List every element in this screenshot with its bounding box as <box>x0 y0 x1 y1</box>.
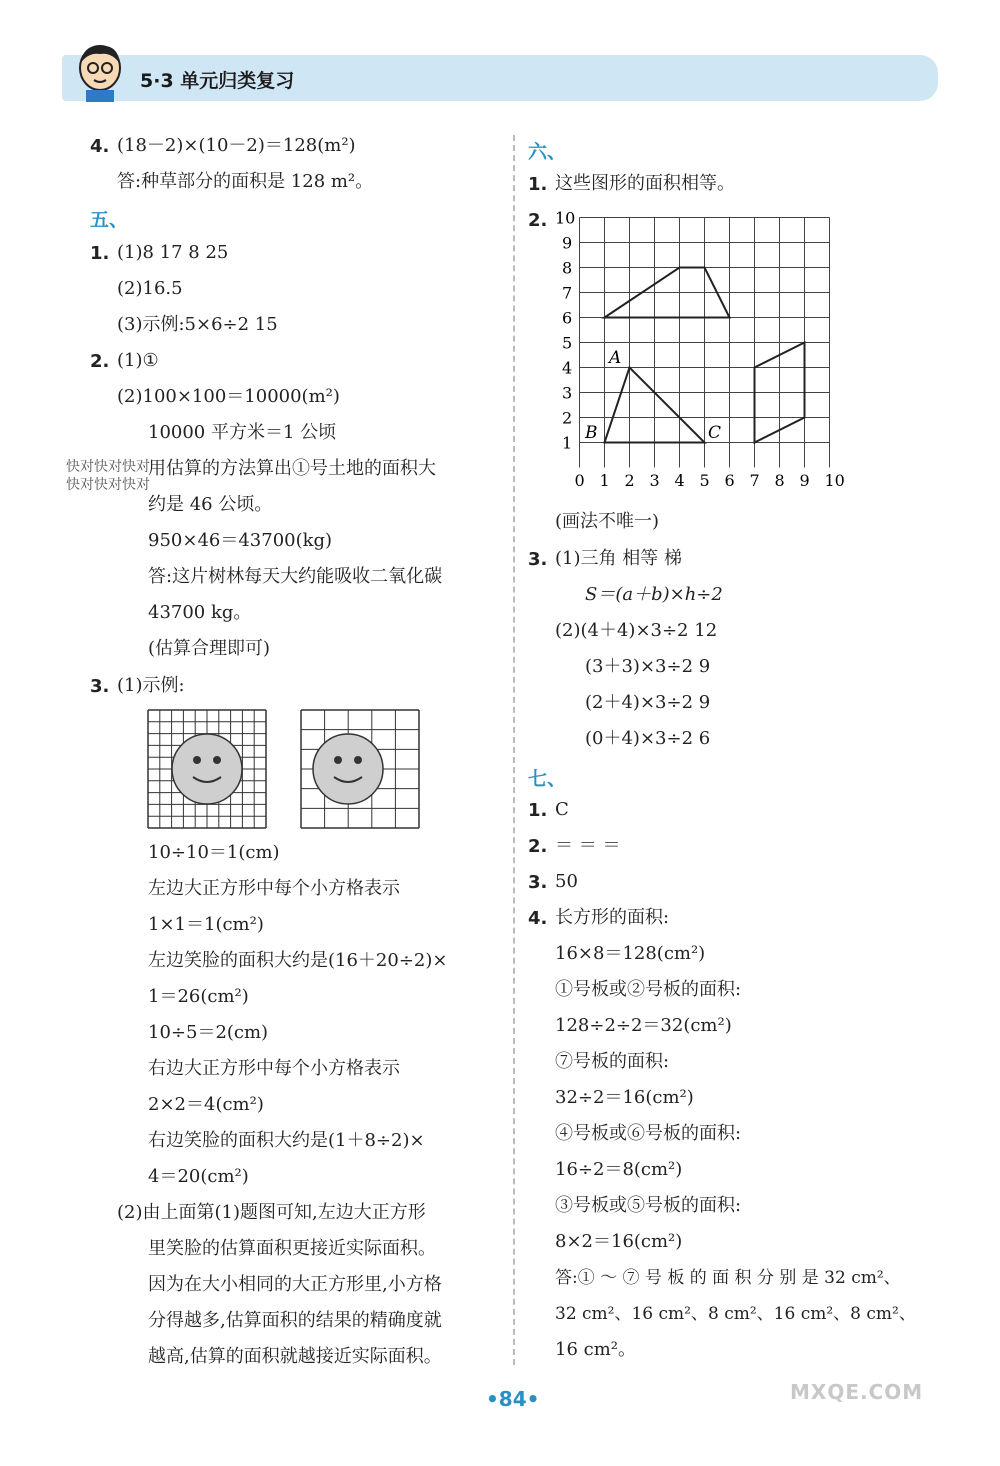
answer-line: ③号板或⑤号板的面积: <box>555 1195 742 1216</box>
answer-line: 这些图形的面积相等。 <box>555 173 735 194</box>
x-tick-label: 9 <box>799 471 810 490</box>
coordinate-grid <box>550 205 850 495</box>
point-label-b: B <box>585 423 598 443</box>
answer-line: ＝ ＝ ＝ <box>555 835 621 856</box>
watermark-logo: MXQE.COM <box>790 1380 924 1404</box>
x-tick-label: 6 <box>724 471 735 490</box>
answer-line: 16÷2＝8(cm²) <box>555 1159 683 1180</box>
answer-line: (画法不唯一) <box>555 511 660 532</box>
question-number: 3. <box>90 676 110 697</box>
smiley-face-icon <box>172 734 242 804</box>
section-heading-5: 五、 <box>90 209 129 231</box>
answer-line: 答:① ～ ⑦ 号 板 的 面 积 分 别 是 32 cm²、 <box>555 1268 901 1288</box>
answer-line: C <box>555 799 569 820</box>
y-tick-label: 2 <box>562 408 573 428</box>
answer-line: 约是 46 公顷。 <box>148 494 273 515</box>
answer-line: 950×46＝43700(kg) <box>148 530 333 551</box>
answer-line: 答:种草部分的面积是 128 m²。 <box>117 171 374 192</box>
answer-line: 8×2＝16(cm²) <box>555 1231 683 1252</box>
formula-line: S＝(a＋b)×h÷2 <box>585 584 723 605</box>
answer-line: 因为在大小相同的大正方形里,小方格 <box>148 1274 442 1295</box>
y-tick-label: 5 <box>562 333 573 353</box>
question-number: 2. <box>528 836 548 857</box>
x-tick-label: 10 <box>824 471 845 490</box>
answer-line: ⑦号板的面积: <box>555 1051 670 1072</box>
x-tick-label: 1 <box>599 471 610 490</box>
answer-line: 4＝20(cm²) <box>148 1166 249 1187</box>
answer-line: 右边笑脸的面积大约是(1＋8÷2)× <box>148 1130 425 1151</box>
section-heading-6: 六、 <box>528 141 567 163</box>
point-label-c: C <box>708 423 722 443</box>
answer-line: 10÷5＝2(cm) <box>148 1022 269 1043</box>
answer-line: 1＝26(cm²) <box>148 986 249 1007</box>
question-number: 4. <box>90 136 110 157</box>
x-tick-label: 0 <box>574 471 585 490</box>
answer-line: (2)由上面第(1)题图可知,左边大正方形 <box>117 1202 426 1223</box>
answer-line: (2)16.5 <box>117 278 183 299</box>
x-tick-label: 2 <box>624 471 635 490</box>
smiley-face-icon <box>313 734 383 804</box>
smiley-grid-right <box>300 709 420 829</box>
answer-line: 分得越多,估算面积的结果的精确度就 <box>148 1310 442 1331</box>
answer-line: 左边大正方形中每个小方格表示 <box>148 878 400 899</box>
answer-line: 32÷2＝16(cm²) <box>555 1087 694 1108</box>
answer-line: ④号板或⑥号板的面积: <box>555 1123 742 1144</box>
question-number: 1. <box>90 243 110 264</box>
header-title: 5·3 单元归类复习 <box>140 70 295 92</box>
answer-line: 右边大正方形中每个小方格表示 <box>148 1058 400 1079</box>
y-tick-label: 3 <box>562 383 573 403</box>
answer-line: (2＋4)×3÷2 9 <box>585 692 711 713</box>
y-tick-label: 6 <box>562 308 573 328</box>
point-label-a: A <box>609 348 622 368</box>
answer-line: (18－2)×(10－2)＝128(m²) <box>117 135 356 156</box>
answer-line: 50 <box>555 871 578 892</box>
answer-line: 128÷2÷2＝32(cm²) <box>555 1015 732 1036</box>
question-number: 1. <box>528 800 548 821</box>
answer-line: (0＋4)×3÷2 6 <box>585 728 711 749</box>
question-number: 1. <box>528 174 548 195</box>
y-tick-label: 8 <box>562 258 573 278</box>
answer-line: (1)8 17 8 25 <box>117 242 229 263</box>
y-tick-label: 7 <box>562 283 573 303</box>
answer-line: 答:这片树林每天大约能吸收二氧化碳 <box>148 566 443 587</box>
answer-line: 10000 平方米＝1 公顷 <box>148 422 337 443</box>
answer-line: (3)示例:5×6÷2 15 <box>117 314 278 335</box>
answer-line: (2)100×100＝10000(m²) <box>117 386 340 407</box>
question-number: 2. <box>90 351 110 372</box>
answer-line: 左边笑脸的面积大约是(16＋20÷2)× <box>148 950 448 971</box>
question-number: 2. <box>528 210 548 231</box>
answer-line: 16 cm²。 <box>555 1339 636 1360</box>
question-number: 3. <box>528 872 548 893</box>
answer-line: 43700 kg。 <box>148 602 252 623</box>
page-number: •84• <box>486 1387 540 1411</box>
answer-line: 用估算的方法算出①号土地的面积大 <box>148 458 436 479</box>
answer-line: (估算合理即可) <box>148 638 271 659</box>
answer-line: 里笑脸的估算面积更接近实际面积。 <box>148 1238 436 1259</box>
y-tick-label: 4 <box>562 358 573 378</box>
answer-line: (1)三角 相等 梯 <box>555 548 682 569</box>
x-tick-label: 3 <box>649 471 660 490</box>
answer-line: (2)(4＋4)×3÷2 12 <box>555 620 718 641</box>
answer-line: 越高,估算的面积就越接近实际面积。 <box>148 1346 442 1367</box>
question-number: 3. <box>528 549 548 570</box>
answer-line: ①号板或②号板的面积: <box>555 979 742 1000</box>
smiley-grid-left <box>147 709 267 829</box>
mascot-icon <box>72 42 128 102</box>
answer-line: 10÷10＝1(cm) <box>148 842 280 863</box>
x-tick-label: 5 <box>699 471 710 490</box>
answer-line: (1)① <box>117 350 159 371</box>
answer-line: 32 cm²、16 cm²、8 cm²、16 cm²、8 cm²、 <box>555 1304 916 1324</box>
x-tick-label: 8 <box>774 471 785 490</box>
answer-line: (3＋3)×3÷2 9 <box>585 656 711 677</box>
section-heading-7: 七、 <box>528 768 567 790</box>
y-tick-label: 9 <box>562 233 573 253</box>
answer-line: 2×2＝4(cm²) <box>148 1094 264 1115</box>
x-tick-label: 7 <box>749 471 760 490</box>
answer-line: 1×1＝1(cm²) <box>148 914 264 935</box>
y-tick-label: 1 <box>562 433 573 453</box>
answer-line: (1)示例: <box>117 675 185 696</box>
watermark-text: 快对快对快对 快对快对快对 <box>66 459 150 493</box>
answer-line: 长方形的面积: <box>555 907 670 928</box>
question-number: 4. <box>528 908 548 929</box>
y-tick-label: 10 <box>555 208 576 228</box>
answer-line: 16×8＝128(cm²) <box>555 943 706 964</box>
column-divider <box>513 135 515 1365</box>
x-tick-label: 4 <box>674 471 685 490</box>
